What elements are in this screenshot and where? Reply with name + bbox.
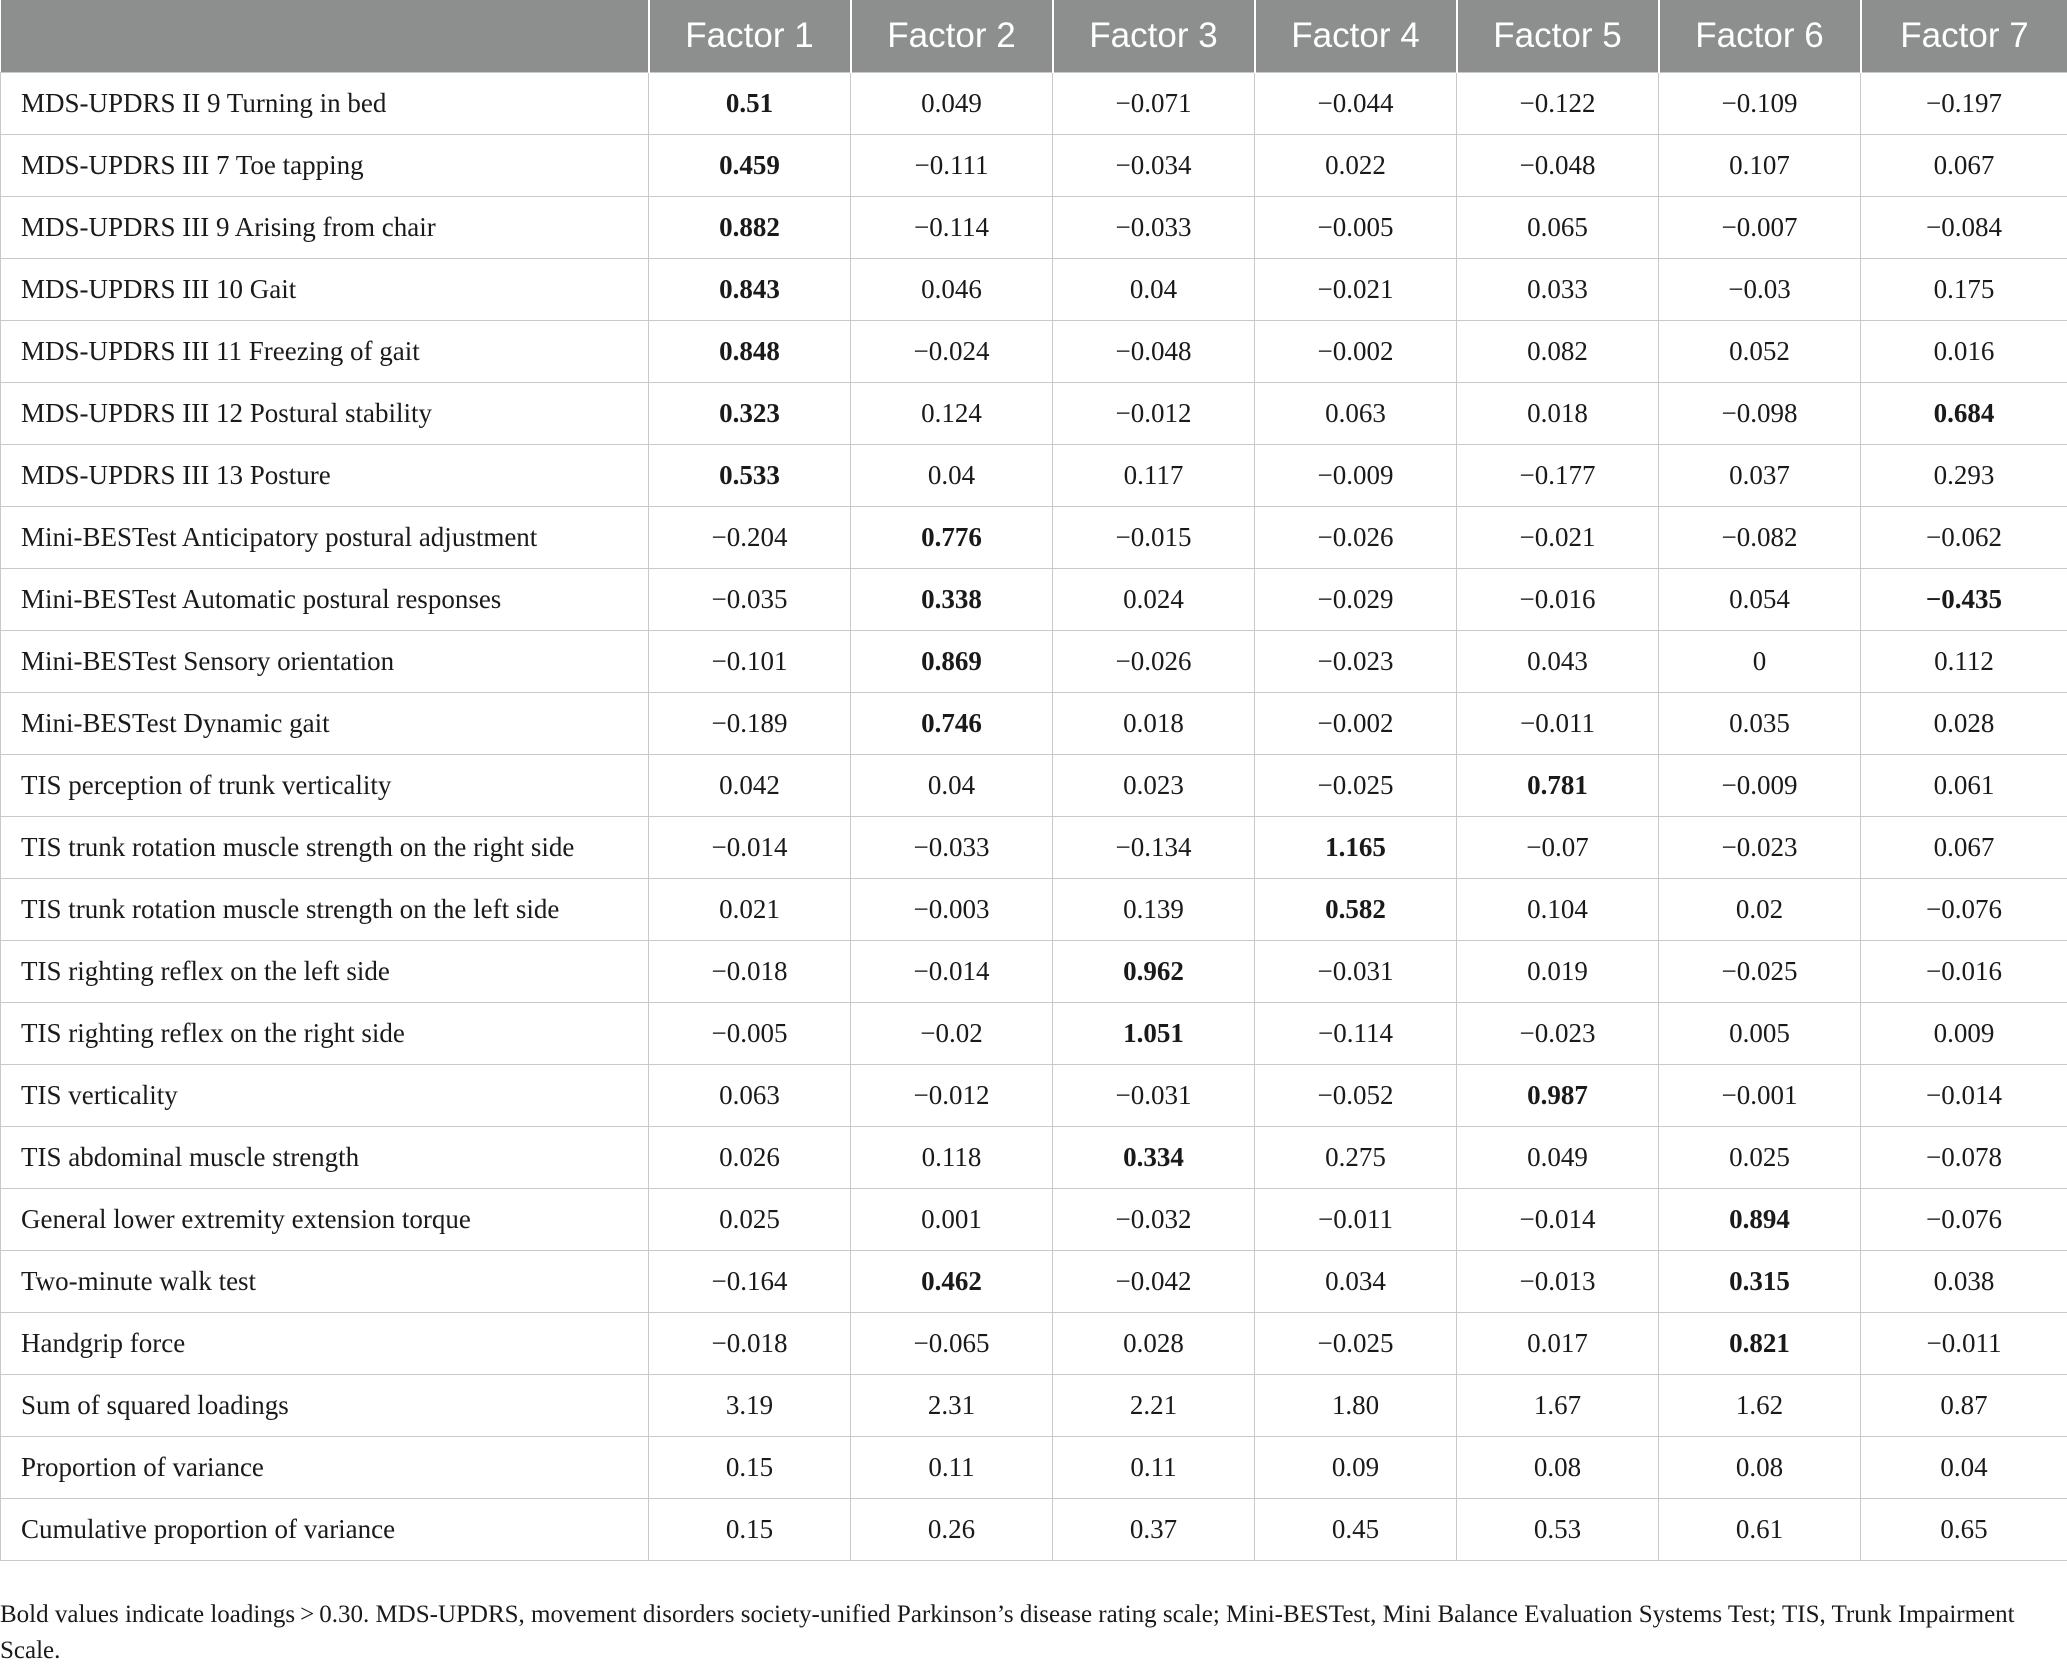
loading-cell: 0.063 (649, 1065, 851, 1127)
loading-cell: 0.51 (649, 73, 851, 135)
loading-cell: −0.098 (1659, 383, 1861, 445)
loading-cell: −0.033 (851, 817, 1053, 879)
loading-cell: 0.746 (851, 693, 1053, 755)
table-row (1, 445, 2067, 507)
table-row (1, 383, 2067, 445)
table-row (1, 817, 2067, 879)
table-row (1, 1499, 2067, 1561)
loading-cell: 0.049 (1457, 1127, 1659, 1189)
loading-cell: −0.011 (1861, 1313, 2067, 1375)
loading-cell: 0.022 (1255, 135, 1457, 197)
table-row (1, 569, 2067, 631)
loading-cell: 0.112 (1861, 631, 2067, 693)
loading-cell: 0.035 (1659, 693, 1861, 755)
table-row (1, 755, 2067, 817)
loading-cell: 0.019 (1457, 941, 1659, 1003)
loading-cell: 0.462 (851, 1251, 1053, 1313)
loading-cell: 0.175 (1861, 259, 2067, 321)
loading-cell: 2.31 (851, 1375, 1053, 1437)
loading-cell: −0.003 (851, 879, 1053, 941)
loading-cell: −0.023 (1659, 817, 1861, 879)
loading-cell: 0.023 (1053, 755, 1255, 817)
header-cell-factor-5: Factor 5 (1457, 0, 1659, 73)
loading-cell: −0.034 (1053, 135, 1255, 197)
loading-cell: 0.049 (851, 73, 1053, 135)
header-row (1, 0, 2067, 73)
loading-cell: −0.021 (1457, 507, 1659, 569)
loading-cell: −0.026 (1053, 631, 1255, 693)
loading-cell: 0.04 (1861, 1437, 2067, 1499)
header-cell-factor-3: Factor 3 (1053, 0, 1255, 73)
loading-cell: −0.002 (1255, 321, 1457, 383)
table-row (1, 1251, 2067, 1313)
loading-cell: −0.042 (1053, 1251, 1255, 1313)
loading-cell: 0.776 (851, 507, 1053, 569)
loading-cell: −0.435 (1861, 569, 2067, 631)
row-label: MDS-UPDRS II 9 Turning in bed (1, 73, 649, 135)
header-cell-factor-7: Factor 7 (1861, 0, 2067, 73)
loading-cell: 1.051 (1053, 1003, 1255, 1065)
loading-cell: 0.037 (1659, 445, 1861, 507)
loading-cell: 0.843 (649, 259, 851, 321)
loading-cell: 0.017 (1457, 1313, 1659, 1375)
loading-cell: 0.821 (1659, 1313, 1861, 1375)
header-cell-factor-1: Factor 1 (649, 0, 851, 73)
table-row (1, 1065, 2067, 1127)
loading-cell: −0.009 (1659, 755, 1861, 817)
header-cell-factor-2: Factor 2 (851, 0, 1053, 73)
loading-cell: −0.016 (1457, 569, 1659, 631)
loading-cell: −0.033 (1053, 197, 1255, 259)
loading-cell: −0.189 (649, 693, 851, 755)
loading-cell: 0.02 (1659, 879, 1861, 941)
loading-cell: −0.012 (1053, 383, 1255, 445)
loading-cell: −0.109 (1659, 73, 1861, 135)
loading-cell: 0.139 (1053, 879, 1255, 941)
row-label: General lower extremity extension torque (1, 1189, 649, 1251)
loading-cell: 1.67 (1457, 1375, 1659, 1437)
table-row (1, 321, 2067, 383)
row-label: MDS-UPDRS III 10 Gait (1, 259, 649, 321)
loading-cell: 0.026 (649, 1127, 851, 1189)
loading-cell: −0.076 (1861, 1189, 2067, 1251)
loading-cell: 0.11 (1053, 1437, 1255, 1499)
loading-cell: 0.459 (649, 135, 851, 197)
table-row (1, 879, 2067, 941)
loading-cell: −0.035 (649, 569, 851, 631)
loading-cell: 0.001 (851, 1189, 1053, 1251)
header-cell-factor-4: Factor 4 (1255, 0, 1457, 73)
loading-cell: 0.45 (1255, 1499, 1457, 1561)
loading-cell: 0.054 (1659, 569, 1861, 631)
table-row (1, 1375, 2067, 1437)
table-row (1, 507, 2067, 569)
loading-cell: −0.009 (1255, 445, 1457, 507)
table-row (1, 1189, 2067, 1251)
loading-cell: −0.031 (1255, 941, 1457, 1003)
loading-cell: 0.104 (1457, 879, 1659, 941)
loading-cell: 0.987 (1457, 1065, 1659, 1127)
loading-cell: 0.15 (649, 1499, 851, 1561)
loading-cell: −0.164 (649, 1251, 851, 1313)
loading-cell: −0.048 (1053, 321, 1255, 383)
loading-cell: 0.018 (1457, 383, 1659, 445)
table-header (1, 0, 2067, 73)
loading-cell: 0.293 (1861, 445, 2067, 507)
loading-cell: 0.038 (1861, 1251, 2067, 1313)
loading-cell: 0.15 (649, 1437, 851, 1499)
loading-cell: 0.275 (1255, 1127, 1457, 1189)
loading-cell: 0.033 (1457, 259, 1659, 321)
loading-cell: −0.023 (1255, 631, 1457, 693)
loading-cell: 0.684 (1861, 383, 2067, 445)
loading-cell: −0.122 (1457, 73, 1659, 135)
loading-cell: −0.014 (1861, 1065, 2067, 1127)
loading-cell: −0.076 (1861, 879, 2067, 941)
row-label: MDS-UPDRS III 9 Arising from chair (1, 197, 649, 259)
row-label: Mini-BESTest Anticipatory postural adjustment (1, 507, 649, 569)
table-row (1, 1437, 2067, 1499)
row-label: Proportion of variance (1, 1437, 649, 1499)
loading-cell: 0.021 (649, 879, 851, 941)
row-label: Handgrip force (1, 1313, 649, 1375)
loading-cell: 0.781 (1457, 755, 1659, 817)
loading-cell: 0.009 (1861, 1003, 2067, 1065)
loading-cell: 0.37 (1053, 1499, 1255, 1561)
loading-cell: 0.869 (851, 631, 1053, 693)
row-label: Cumulative proportion of variance (1, 1499, 649, 1561)
loading-cell: 0.582 (1255, 879, 1457, 941)
loading-cell: −0.016 (1861, 941, 2067, 1003)
loading-cell: 3.19 (649, 1375, 851, 1437)
loading-cell: −0.197 (1861, 73, 2067, 135)
row-label: TIS trunk rotation muscle strength on the left side (1, 879, 649, 941)
loading-cell: 0.117 (1053, 445, 1255, 507)
loading-cell: −0.071 (1053, 73, 1255, 135)
loading-cell: 0.052 (1659, 321, 1861, 383)
loading-cell: −0.007 (1659, 197, 1861, 259)
loading-cell: −0.204 (649, 507, 851, 569)
row-label: MDS-UPDRS III 12 Postural stability (1, 383, 649, 445)
table-row (1, 259, 2067, 321)
row-label: TIS verticality (1, 1065, 649, 1127)
loading-cell: 0.04 (1053, 259, 1255, 321)
loading-cell: 0.063 (1255, 383, 1457, 445)
loading-cell: 0.025 (1659, 1127, 1861, 1189)
row-label: Two-minute walk test (1, 1251, 649, 1313)
loading-cell: −0.005 (649, 1003, 851, 1065)
loading-cell: −0.014 (649, 817, 851, 879)
loading-cell: 0.848 (649, 321, 851, 383)
row-label: Mini-BESTest Automatic postural responses (1, 569, 649, 631)
loading-cell: −0.101 (649, 631, 851, 693)
table-body (1, 73, 2067, 1561)
loading-cell: −0.078 (1861, 1127, 2067, 1189)
loading-cell: −0.03 (1659, 259, 1861, 321)
loading-cell: −0.011 (1457, 693, 1659, 755)
loading-cell: 0.043 (1457, 631, 1659, 693)
loading-cell: −0.025 (1255, 755, 1457, 817)
loading-cell: 0.61 (1659, 1499, 1861, 1561)
loading-cell: 0.124 (851, 383, 1053, 445)
loading-cell: −0.114 (1255, 1003, 1457, 1065)
loading-cell: −0.018 (649, 1313, 851, 1375)
table-row (1, 941, 2067, 1003)
loading-cell: −0.013 (1457, 1251, 1659, 1313)
loading-cell: 1.62 (1659, 1375, 1861, 1437)
loading-cell: −0.07 (1457, 817, 1659, 879)
loading-cell: −0.023 (1457, 1003, 1659, 1065)
loading-cell: −0.082 (1659, 507, 1861, 569)
loading-cell: −0.032 (1053, 1189, 1255, 1251)
loading-cell: 0.65 (1861, 1499, 2067, 1561)
loading-cell: −0.031 (1053, 1065, 1255, 1127)
loading-cell: −0.015 (1053, 507, 1255, 569)
loading-cell: 0.067 (1861, 817, 2067, 879)
loading-cell: 0.334 (1053, 1127, 1255, 1189)
loading-cell: 0.018 (1053, 693, 1255, 755)
loading-cell: 0.09 (1255, 1437, 1457, 1499)
loading-cell: −0.002 (1255, 693, 1457, 755)
loading-cell: −0.012 (851, 1065, 1053, 1127)
loading-cell: 0.533 (649, 445, 851, 507)
row-label: Mini-BESTest Dynamic gait (1, 693, 649, 755)
loading-cell: 0.08 (1659, 1437, 1861, 1499)
loading-cell: −0.018 (649, 941, 851, 1003)
loading-cell: −0.025 (1255, 1313, 1457, 1375)
loading-cell: 0.04 (851, 755, 1053, 817)
row-label: MDS-UPDRS III 11 Freezing of gait (1, 321, 649, 383)
loading-cell: 0.046 (851, 259, 1053, 321)
loading-cell: 0.894 (1659, 1189, 1861, 1251)
table-row (1, 693, 2067, 755)
header-cell-factor-6: Factor 6 (1659, 0, 1861, 73)
loading-cell: 0.323 (649, 383, 851, 445)
loading-cell: −0.134 (1053, 817, 1255, 879)
loading-cell: 0.016 (1861, 321, 2067, 383)
loading-cell: −0.048 (1457, 135, 1659, 197)
loading-cell: −0.014 (1457, 1189, 1659, 1251)
loading-cell: 0.005 (1659, 1003, 1861, 1065)
loading-cell: −0.029 (1255, 569, 1457, 631)
loading-cell: −0.062 (1861, 507, 2067, 569)
loading-cell: 0.11 (851, 1437, 1053, 1499)
loading-cell: −0.005 (1255, 197, 1457, 259)
loading-cell: −0.044 (1255, 73, 1457, 135)
loading-cell: 0.028 (1053, 1313, 1255, 1375)
loading-cell: −0.024 (851, 321, 1053, 383)
row-label: TIS perception of trunk verticality (1, 755, 649, 817)
loading-cell: −0.065 (851, 1313, 1053, 1375)
row-label: TIS trunk rotation muscle strength on the right side (1, 817, 649, 879)
loading-cell: −0.111 (851, 135, 1053, 197)
loading-cell: −0.114 (851, 197, 1053, 259)
row-label: TIS righting reflex on the right side (1, 1003, 649, 1065)
loading-cell: 0.87 (1861, 1375, 2067, 1437)
loading-cell: −0.084 (1861, 197, 2067, 259)
loading-cell: 0.338 (851, 569, 1053, 631)
loading-cell: −0.026 (1255, 507, 1457, 569)
row-label: Sum of squared loadings (1, 1375, 649, 1437)
table-row (1, 73, 2067, 135)
loading-cell: 0.067 (1861, 135, 2067, 197)
table-row (1, 135, 2067, 197)
loading-cell: 2.21 (1053, 1375, 1255, 1437)
loading-cell: 1.80 (1255, 1375, 1457, 1437)
loading-cell: 0.034 (1255, 1251, 1457, 1313)
loading-cell: −0.014 (851, 941, 1053, 1003)
table-row (1, 1313, 2067, 1375)
loading-cell: 0.061 (1861, 755, 2067, 817)
loading-cell: 1.165 (1255, 817, 1457, 879)
loading-cell: 0.882 (649, 197, 851, 259)
table-footnote: Bold values indicate loadings > 0.30. MDS-UPDRS, movement disorders society-unified Parkinson’s disease rating scale; Mini-BESTest, Mini Balance Evaluation Systems Test; TIS, Trunk Impairment Scale. (0, 1601, 2015, 1664)
loading-cell: −0.011 (1255, 1189, 1457, 1251)
table-row (1, 631, 2067, 693)
loading-cell: −0.021 (1255, 259, 1457, 321)
loading-cell: −0.052 (1255, 1065, 1457, 1127)
loading-cell: 0.025 (649, 1189, 851, 1251)
row-label: MDS-UPDRS III 13 Posture (1, 445, 649, 507)
loading-cell: 0.024 (1053, 569, 1255, 631)
table-row (1, 1003, 2067, 1065)
header-cell-label (1, 0, 649, 73)
row-label: Mini-BESTest Sensory orientation (1, 631, 649, 693)
row-label: TIS abdominal muscle strength (1, 1127, 649, 1189)
loading-cell: −0.177 (1457, 445, 1659, 507)
loading-cell: −0.025 (1659, 941, 1861, 1003)
loading-cell: 0.042 (649, 755, 851, 817)
loading-cell: 0.08 (1457, 1437, 1659, 1499)
table-row (1, 197, 2067, 259)
loading-cell: 0.028 (1861, 693, 2067, 755)
loading-cell: 0 (1659, 631, 1861, 693)
loading-cell: 0.315 (1659, 1251, 1861, 1313)
loading-cell: 0.04 (851, 445, 1053, 507)
loading-cell: 0.26 (851, 1499, 1053, 1561)
loading-cell: 0.082 (1457, 321, 1659, 383)
loading-cell: 0.118 (851, 1127, 1053, 1189)
row-label: MDS-UPDRS III 7 Toe tapping (1, 135, 649, 197)
table-row (1, 1127, 2067, 1189)
loading-cell: 0.107 (1659, 135, 1861, 197)
loading-cell: 0.962 (1053, 941, 1255, 1003)
loading-cell: −0.02 (851, 1003, 1053, 1065)
loading-cell: 0.065 (1457, 197, 1659, 259)
row-label: TIS righting reflex on the left side (1, 941, 649, 1003)
loading-cell: 0.53 (1457, 1499, 1659, 1561)
loading-cell: −0.001 (1659, 1065, 1861, 1127)
